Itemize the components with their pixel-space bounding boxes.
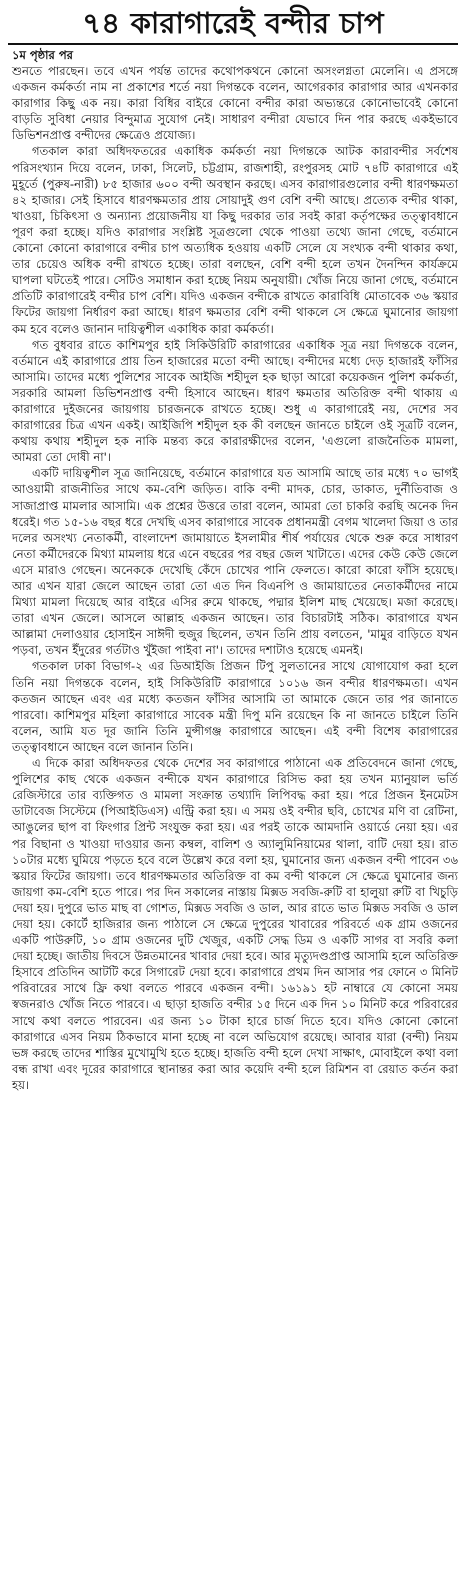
article-paragraph-6: এ দিকে কারা অধিদফতর থেকে দেশের সব কারাগারে পাঠানো এক প্রতিবেদনে জানা গেছে, পুলিশের কাছ থেকে একজন বন্দীকে যখন কারাগারে রিসিভ করা হয় তখন ম্যানুয়াল ভর্তি রেজিস্টারে তার ব্যক্তিগত ও মামলা সংক্রান্ত তথ্যাদি লিপিবদ্ধ করা হয়। পরে প্রিজন ইনমেটস ডাটাবেজ সিস্টেমে (পিআইডিএস) এন্ট্রি করা হয়। এ সময় ওই বন্দীর ছবি, চোখের মণি বা রেটিনা, আঙুলের ছাপ বা ফিংগার প্রিন্ট সংযুক্ত করা হয়। এর পরই তাকে আমদানি ওয়ার্ডে নেয়া হয়। এর পর বিছানা ও খাওয়া দাওয়ার জন্য কম্বল, বালিশ ও অ্যালুমিনিয়ামের থালা, বাটি দেয়া হয়। রাত ১০টার মধ্যে ঘুমিয়ে পড়তে হবে বলে উল্লেখ করে বলা হয়, ঘুমানোর জন্য একজন বন্দী পাবেন ৩৬ স্কয়ার ফিটের জায়গা। তবে ধারণক্ষমতার অতিরিক্ত বা কম বন্দী থাকলে সে ক্ষেত্রে ঘুমানোর জন্য জায়গা কম-বেশি হতে পারে। পর দিন সকালের নাস্তায় মিক্সড সবজি-রুটি বা হালুয়া রুটি বা খিচুড়ি দেয়া হয়। দুপুরে ভাত মাছ বা গোশত, মিক্সড সবজি ও ডাল, আর রাতে ভাত মিক্সড সবজি ও ডাল দেয়া হয়। কোর্টে হাজিরার জন্য পাঠালে সে ক্ষেত্রে দুপুরের খাবারের পরিবর্তে এক গ্রাম ওজনের একটি পাউরুটি, ১০ গ্রাম ওজনের দুটি খেজুর, একটি সেদ্ধ ডিম ও একটি সাগর বা সবরি কলা দেয়া হচ্ছে। জাতীয় দিবসে উন্নতমানের খাবার দেয়া হবে। আর মৃত্যুদণ্ডপ্রাপ্ত আসামি হলে অতিরিক্ত হিসাবে প্রতিদিন আটটি করে সিগারেট দেয়া হবে। কারাগারে প্রথম দিন আসার পর ফোনে ৩ মিনিট পরিবারের সাথে ফ্রি কথা বলতে পারবে একজন বন্দী। ১৬১৯১ হট নাম্বারে যে কোনো সময় স্বজনরাও খোঁজ নিতে পারবে। এ ছাড়া হাজতি বন্দীর ১৫ দিনে এক দিন ১০ মিনিট করে পরিবারের সাথে কথা বলতে পারবেন। এর জন্য ১০ টাকা হারে চার্জ দিতে হবে। যদিও কোনো কোনো কারাগারে এসব নিয়ম ঠিকভাবে মানা হচ্ছে না বলে অভিযোগ রয়েছে। আবার যারা (বন্দী) নিয়ম ভঙ্গ করছে তাদের শাস্তির মুখোমুখি হতে হচ্ছে। হাজতি বন্দী হলে দেখা সাক্ষাৎ, মোবাইলে কথা বলা বন্ধ রাখা এবং দূরের কারাগারে স্থানান্তর করা আর কয়েদি বন্দী হলে রিমিশন বা রেয়াত কর্তন করা হয়। bbox=[12, 756, 459, 1092]
article-paragraph-4: একটি দায়িত্বশীল সূত্র জানিয়েছে, বর্তমানে কারাগারে যত আসামি আছে তার মধ্যে ৭০ ভাগই আওয়ামী রাজনীতির সাথে কম-বেশি জড়িত। বাকি বন্দী মাদক, চোর, ডাকাত, দুর্নীতিবাজ ও সাজাপ্রাপ্ত মামলার আসামি। এক প্রশ্নের উত্তরে তারা বলেন, আমরা তো চাকরি করছি অনেক দিন ধরেই। গত ১৫-১৬ বছর ধরে দেখছি এসব কারাগারে সাবেক প্রধানমন্ত্রী বেগম খালেদা জিয়া ও তার দলের অসংখ্য নেতাকর্মী, বাংলাদেশ জামায়াতে ইসলামীর শীর্ষ পর্যায়ের থেকে শুরু করে সাধারণ নেতা কর্মীদেরকে মিথ্যা মামলায় ধরে এনে বছরের পর বছর জেল খাটাতে। এদের কেউ কেউ জেলে এসে মারাও গেছেন। অনেককে দেখেছি কেঁদে চোখের পানি ফেলতে। কারো কারো ফাঁসি হয়েছে। আর এখন যারা জেলে আছেন তারা তো এত দিন বিএনপি ও জামায়াতের নেতাকর্মীদের নামে মিথ্যা মামলা দিয়েছে আর বাইরে এসির রুমে থাকছে, পদ্মার ইলিশ মাছ খেয়েছে। মজা করেছে। তারা এখন জেলে। আসলে আল্লাহ একজন আছেন। তার বিচারটাই সঠিক। কারাগারে যখন আল্লামা দেলাওয়ার হোসাইন সাঈদী হুজুর ছিলেন, তখন তিনি প্রায় বলতেন, 'মামুর বাড়িতে যখন পড়বা, তখন ইঁদুরের গর্তটাও খুঁইজা পাইবা না'। তাদের দশাটাও হয়েছে এমনই। bbox=[12, 466, 458, 658]
article-paragraph-2: গতকাল কারা অধিদফতরের একাধিক কর্মকর্তা নয়া দিগন্তকে আটক কারাবন্দীর সর্বশেষ পরিসংখ্যান দিয়ে বলেন, ঢাকা, সিলেট, চট্টগ্রাম, রাজশাহী, রংপুরসহ মোট ৭৪টি কারাগারে এই মুহূর্তে (পুরুষ-নারী) ৮৫ হাজার ৬০০ বন্দী অবস্থান করছে। এসব কারাগারগুলোর বন্দী ধারণক্ষমতা ৪২ হাজার। সেই হিসাবে ধারণক্ষমতার প্রায় সোয়াদুই গুণ বেশি বন্দী আছে। প্রত্যেক বন্দীর থাকা, খাওয়া, চিকিৎসা ও অন্যান্য প্রয়োজনীয় যা কিছু দরকার তার সবই কারা কর্তৃপক্ষের তত্ত্বাবধানে পূরণ করা হচ্ছে। যদিও কারাগার সংশ্লিষ্ট সূত্রগুলো থেকে পাওয়া তথ্যে জানা গেছে, বর্তমানে কোনো কোনো কারাগারে বন্দীর চাপ অত্যধিক হওয়ায় একটি সেলে যে সংখ্যক বন্দী থাকার কথা, তার চেয়েও অধিক বন্দী রাখতে হচ্ছে। তারা বলছেন, বেশি বন্দী হলে তখন দৈনন্দিন কার্যক্রমে ঘাপলা ঘটতেই পারে। সেটিও সমাধান করা হচ্ছে নিয়ম অনুযায়ী। খোঁজ নিয়ে জানা গেছে, বর্তমানে প্রতিটি কারাগারেই বন্দীর চাপ বেশি। যদিও একজন বন্দীকে রাখতে কারাবিধি মোতাবেক ৩৬ স্কয়ার ফিটের জায়গা নির্ধারণ করা আছে। ধারণ ক্ষমতার বেশি বন্দী থাকলে সে ক্ষেত্রে ঘুমানোর জায়গা কম হবে বলেও জানান দায়িত্বশীল একাধিক কারা কর্মকর্তা। bbox=[12, 144, 458, 336]
article-paragraph-5: গতকাল ঢাকা বিভাগ-২ এর ডিআইজি প্রিজন টিপু সুলতানের সাথে যোগাযোগ করা হলে তিনি নয়া দিগন্তকে বলেন, হাই সিকিউরিটি কারাগারে ১০১৬ জন বন্দীর ধারণক্ষমতা। এখন কতজন আছেন এবং এর মধ্যে কতজন ফাঁসির আসামি তা আমাকে জেনে তার পর জানাতে পারবো। কাশিমপুর মহিলা কারাগারে সাবেক মন্ত্রী দিপু মনি রয়েছেন কি না জানতে চাইলে তিনি বলেন, আমি যত দূর জানি তিনি মুন্সীগঞ্জ কারাগারে আছেন। এই বন্দী বিশেষ কারাগারের তত্ত্বাবধানে আছেন বলে জানান তিনি। bbox=[12, 659, 458, 754]
article-headline: ৭৪ কারাগারেই বন্দীর চাপ bbox=[82, 6, 384, 40]
article-paragraph-3: গত বুধবার রাতে কাশিমপুর হাই সিকিউরিটি কারাগারের একাধিক সূত্র নয়া দিগন্তকে বলেন, বর্তমানে এই কারাগারে প্রায় তিন হাজারের মতো বন্দী আছে। বন্দীদের মধ্যে দেড় হাজারই ফাঁসির আসামি। তাদের মধ্যে পুলিশের সাবেক আইজি শহীদুল হক ছাড়া আরো কয়েকজন পুলিশ কর্মকর্তা, সরকারি আমলা ডিভিশনপ্রাপ্ত বন্দী হিসাবে আছেন। ধারণ ক্ষমতার অতিরিক্ত বন্দী থাকায় এ কারাগারে দুইজনের জায়গায় চারজনকে রাখতে হচ্ছে। শুধু এ কারাগারেই নয়, দেশের সব কারাগারের চিত্র এখন একই। আইজিপি শহীদুল হক কী বলছেন জানতে চাইলে ওই সূত্রটি বলেন, কথায় কথায় শহীদুল হক নাকি মন্তব্য করে কারারক্ষীদের বলেন, 'এগুলো রাজনৈতিক মামলা, আমরা তো দোষী না'। bbox=[12, 337, 458, 465]
article-paragraph-1: শুনতে পারছেন। তবে এখন পর্যন্ত তাদের কথোপকথনে কোনো অসংলগ্নতা মেলেনি। এ প্রসঙ্গে একজন কর্মকর্তা নাম না প্রকাশের শর্তে নয়া দিগন্তকে বলেন, আগেরকার কারাগার আর এখনকার কারাগার কিছু এক নয়। কারা বিধির বাইরে কোনো বন্দীর কারা অভ্যন্তরে কোনোভাবেই কোনো বাড়তি সুবিধা নেয়ার বিন্দুমাত্র সুযোগ নেই। সাধারণ বন্দীরা যেভাবে দিন পার করছে একইভাবে ডিভিশনপ্রাপ্ত বন্দীদের ক্ষেত্রেও প্রযোজ্য। bbox=[12, 64, 458, 143]
article-body bbox=[12, 63, 458, 1093]
continued-from-label: ১ম পৃষ্ঠার পর bbox=[12, 48, 73, 62]
headline-divider bbox=[8, 43, 458, 45]
